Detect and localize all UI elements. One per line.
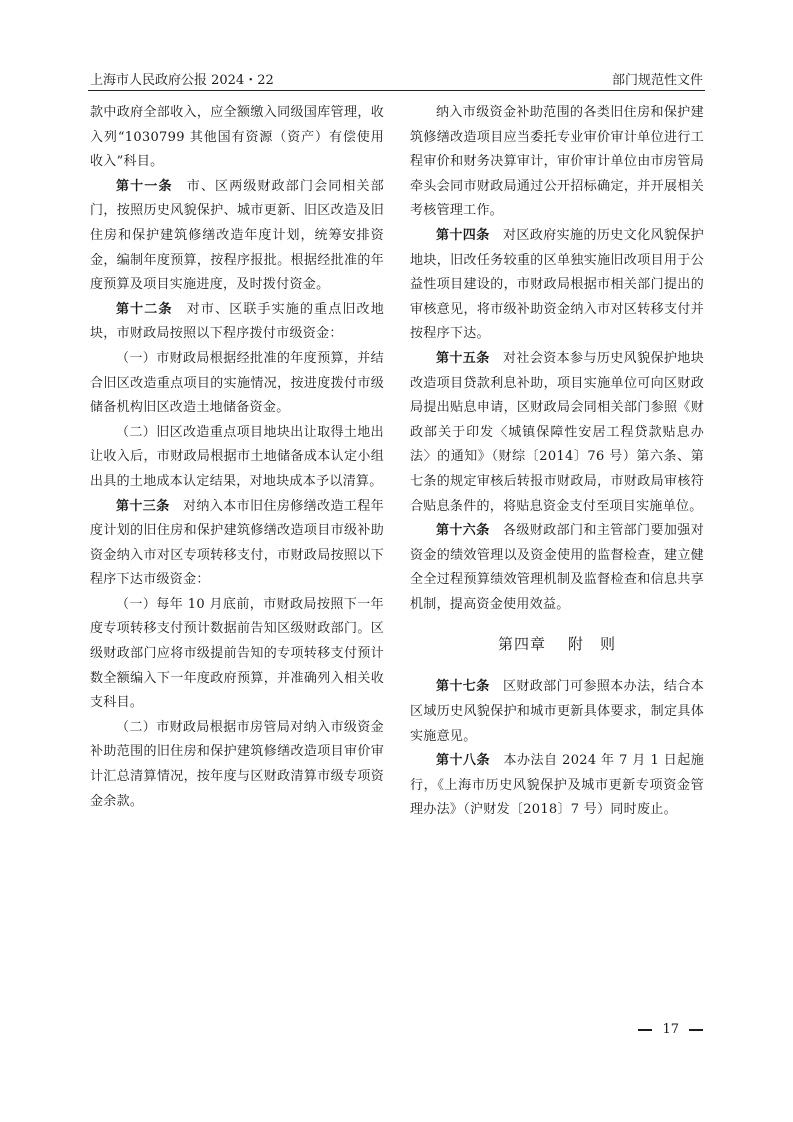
chapter-title: 附 则 bbox=[568, 635, 617, 654]
paragraph bbox=[410, 675, 704, 749]
chapter-heading bbox=[410, 617, 704, 675]
paragraph-text: 对社会资本参与历史风貌保护地块改造项目贷款利息补助，项目实施单位可向区财政局提出贴息申请，区财政局会同相关部门参照《财政部关于印发〈城镇保障性安居工程贷款贴息办法〉的通知》（财综〔2014〕76 号）第六条、第七条的规定审核后转报市财政局，市财政局审核符合贴息条件的，将贴息资金支付至项目实施单位。 bbox=[410, 350, 704, 514]
page-header bbox=[90, 64, 703, 88]
paragraph bbox=[90, 298, 384, 347]
article-number: 第十一条 bbox=[116, 178, 173, 194]
paragraph-text: 对区政府实施的历史文化风貌保护地块，旧改任务较重的区单独实施旧改项目用于公益性项目建设的，市财政局根据市相关部门提出的审核意见，将市级补助资金纳入市对区转移支付并按程序下达。 bbox=[410, 227, 704, 342]
right-column bbox=[410, 101, 704, 823]
paragraph-text: （二）旧区改造重点项目地块出让取得土地出让收入后，市财政局根据市土地储备成本认定小组出具的土地成本认定结果，对地块成本予以清算。 bbox=[90, 424, 384, 489]
paragraph-text: 纳入市级资金补助范围的各类旧住房和保护建筑修缮改造项目应当委托专业审价审计单位进行工程审价和财务决算审计，审价审计单位由市房管局牵头会同市财政局通过公开招标确定，并开展相关考核管理工作。 bbox=[410, 105, 704, 219]
page-footer bbox=[638, 1022, 703, 1037]
article-number: 第十二条 bbox=[116, 301, 173, 317]
article-number: 第十八条 bbox=[436, 753, 490, 769]
left-column bbox=[90, 101, 384, 814]
paragraph bbox=[90, 421, 384, 495]
journal-title: 上海市人民政府公报 2024・22 bbox=[90, 73, 274, 88]
paragraph-text: （一）市财政局根据经批准的年度预算，并结合旧区改造重点项目的实施情况，按进度拨付市级储备机构旧区改造土地储备资金。 bbox=[90, 350, 384, 416]
paragraph bbox=[90, 495, 384, 593]
paragraph-text: （一）每年 10 月底前，市财政局按照下一年度专项转移支付预计数据前告知区级财政部门。区级财政部门应将市级提前告知的专项转移支付预计数全额编入下一年度政府预算，并准确列入相关收支科目。 bbox=[90, 596, 384, 711]
article-number: 第十四条 bbox=[436, 227, 490, 243]
paragraph bbox=[410, 224, 704, 347]
section-label: 部门规范性文件 bbox=[611, 73, 703, 88]
page-number: 17 bbox=[662, 1022, 679, 1037]
footer-dash-right bbox=[689, 1029, 703, 1031]
article-number: 第十三条 bbox=[116, 498, 170, 514]
paragraph-text: 对市、区联手实施的重点旧改地块，市财政局按照以下程序拨付市级资金： bbox=[90, 301, 384, 342]
paragraph bbox=[90, 101, 384, 175]
paragraph-text: （二）市财政局根据市房管局对纳入市级资金补助范围的旧住房和保护建筑修缮改造项目审价审计汇总清算情况，按年度与区财政清算市级专项资金余款。 bbox=[90, 719, 384, 809]
paragraph bbox=[90, 716, 384, 814]
footer-dash-left bbox=[638, 1029, 652, 1031]
paragraph-text: 本办法自 2024 年 7 月 1 日起施行，《上海市历史风貌保护及城市更新专项资金管理办法》（沪财发〔2018〕7 号）同时废止。 bbox=[410, 753, 704, 818]
paragraph bbox=[90, 347, 384, 421]
paragraph-text: 各级财政部门和主管部门要加强对资金的绩效管理以及资金使用的监督检查，建立健全全过程预算绩效管理机制及监督检查和信息共享机制，提高资金使用效益。 bbox=[410, 523, 704, 612]
paragraph-text: 对纳入本市旧住房修缮改造工程年度计划的旧住房和保护建筑修缮改造项目市级补助资金纳入市对区专项转移支付，市财政局按照以下程序下达市级资金： bbox=[90, 498, 384, 588]
article-number: 第十五条 bbox=[436, 350, 490, 366]
chapter-number: 第四章 bbox=[497, 635, 546, 654]
header-rule bbox=[88, 90, 705, 91]
article-number: 第十七条 bbox=[436, 679, 490, 695]
article-number: 第十六条 bbox=[436, 523, 490, 539]
paragraph-text: 区财政部门可参照本办法，结合本区域历史风貌保护和城市更新具体要求，制定具体实施意见。 bbox=[410, 679, 704, 744]
paragraph bbox=[90, 175, 384, 298]
paragraph bbox=[410, 347, 704, 519]
paragraph bbox=[410, 519, 704, 617]
paragraph bbox=[90, 593, 384, 716]
paragraph bbox=[410, 749, 704, 823]
paragraph-text: 款中政府全部收入，应全额缴入同级国库管理，收入列“1030799 其他国有资源（资产）有偿使用收入”科目。 bbox=[90, 105, 384, 170]
paragraph-text: 市、区两级财政部门会同相关部门，按照历史风貌保护、城市更新、旧区改造及旧住房和保护建筑修缮改造年度计划，统筹安排资金，编制年度预算，按程序报批。根据经批准的年度预算及项目实施进度，及时拨付资金。 bbox=[90, 178, 384, 293]
paragraph bbox=[410, 101, 704, 224]
